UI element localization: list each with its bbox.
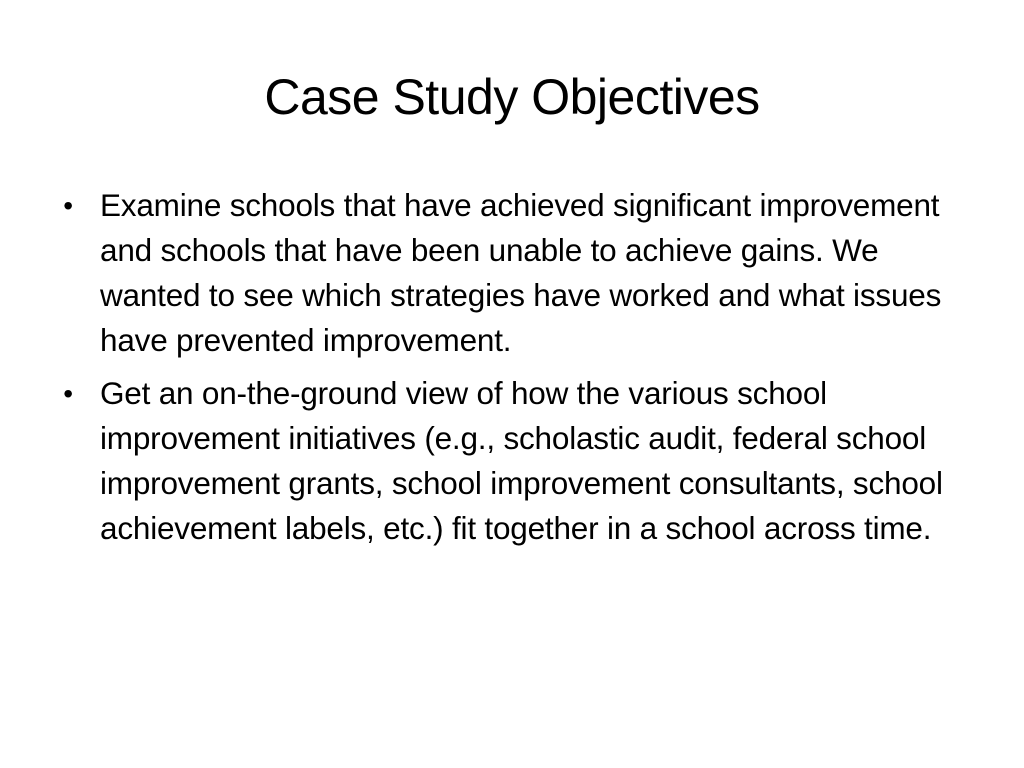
bullet-marker-icon: •	[63, 190, 73, 221]
bullet-item	[58, 183, 958, 363]
bullet-marker-icon: •	[63, 378, 73, 409]
bullet-item	[58, 371, 958, 551]
bullet-text: Get an on-the-ground view of how the various school improvement initiatives (e.g., scholastic audit, federal school improvement grants, school improvement consultants, school achievement labels, etc.) fit together in a school across time.	[100, 375, 943, 546]
bullet-text: Examine schools that have achieved significant improvement and schools that have been unable to achieve gains. We wanted to see which strategies have worked and what issues have prevented improvement.	[100, 187, 942, 358]
slide-title: Case Study Objectives	[264, 69, 760, 125]
bullet-list	[58, 183, 958, 559]
